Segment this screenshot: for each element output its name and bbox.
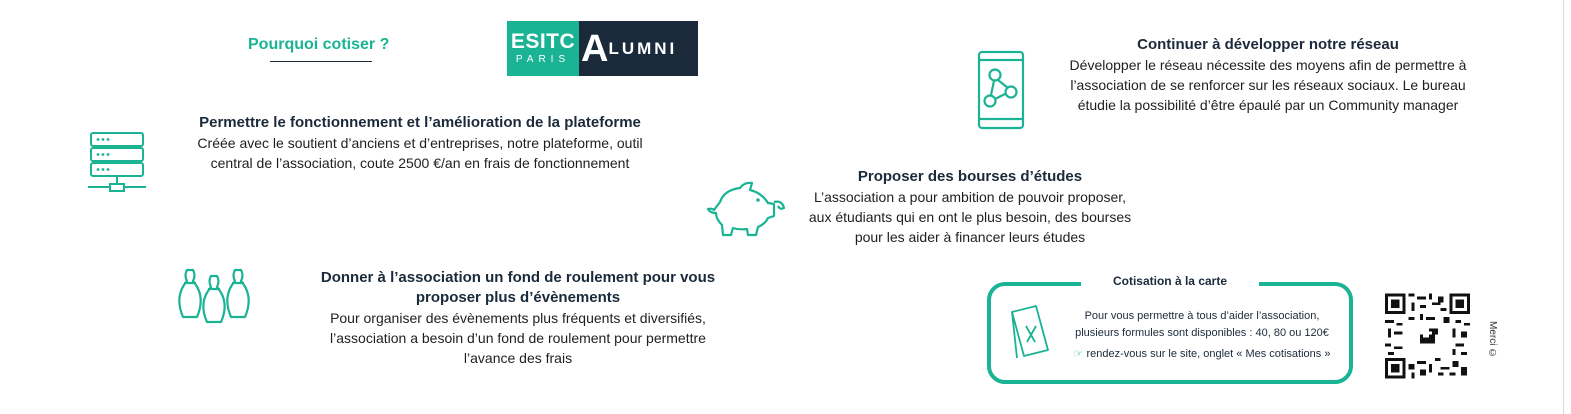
thanks-text: Merci © [1487,320,1498,360]
mobile-network-icon [976,50,1026,130]
membership-card-line-2: plusieurs formules sont disponibles : 40, 80 ou 120€ [1075,327,1329,339]
network-line-2: l’association de se renforcer sur les réseaux sociaux. Le bureau [1070,77,1466,93]
events-title-line-1: Donner à l’association un fond de roulement pour vous [320,269,716,286]
scholarship-title: Proposer des bourses d’études [857,168,1083,185]
qr-code-icon[interactable] [1385,293,1470,379]
why-heading: Pourquoi cotiser ? [248,36,390,53]
heading-underline [270,61,372,62]
logo-a-letter: A [581,27,609,70]
membership-card-link[interactable] [1058,347,1346,360]
events-title-line-2: proposer plus d’évènements [415,289,621,306]
platform-line-2: central de l’association, coute 2500 €/an en frais de fonctionnement [210,155,630,171]
membership-card-link-text: rendez-vous sur le site, onglet « Mes cotisations » [1086,348,1331,360]
platform-line-1: Créée avec le soutient d’anciens et d’entreprises, notre plateforme, outil [197,135,643,151]
right-border [1563,0,1564,414]
platform-title: Permettre le fonctionnement et l’amélioration de la plateforme [199,114,641,131]
network-line-1: Développer le réseau nécessite des moyens afin de permettre à [1069,57,1467,73]
membership-card-title: Cotisation à la carte [1081,274,1259,288]
esitc-alumni-logo [507,21,698,76]
network-line-3: étudie la possibilité d’être épaulé par un Community manager [1077,97,1459,113]
membership-card-text [1062,308,1342,342]
logo-alumni-text: LUMNI [608,38,678,58]
events-line-1: Pour organiser des évènements plus fréquents et diversifiés, [330,310,706,326]
platform-block [160,113,680,173]
logo-esitc-text: ESITC [510,29,576,53]
pointer-icon: ☞ [1073,348,1084,360]
scholarship-line-2: aux étudiants qui en ont le plus besoin, des bourses [808,209,1132,225]
events-line-2: l’association a besoin d’un fond de roulement pour permettre [330,330,706,346]
server-icon [86,131,148,193]
scholarship-line-3: pour les aider à financer leurs études [854,229,1086,245]
logo-esitc-block [507,21,579,76]
scholarship-block [778,167,1162,247]
bowling-pins-icon [177,268,253,324]
membership-card-line-1: Pour vous permettre à tous d’aider l’association, [1084,310,1320,322]
piggy-bank-icon [706,180,788,238]
logo-paris-text: PARIS [515,53,571,65]
network-block [1040,35,1496,115]
events-block [285,268,751,368]
network-title: Continuer à développer notre réseau [1137,36,1399,53]
scholarship-line-1: L’association a pour ambition de pouvoir proposer, [813,189,1127,205]
menu-card-icon [1010,304,1050,358]
logo-alumni-block [579,21,698,76]
events-line-3: l’avance des frais [463,350,573,366]
